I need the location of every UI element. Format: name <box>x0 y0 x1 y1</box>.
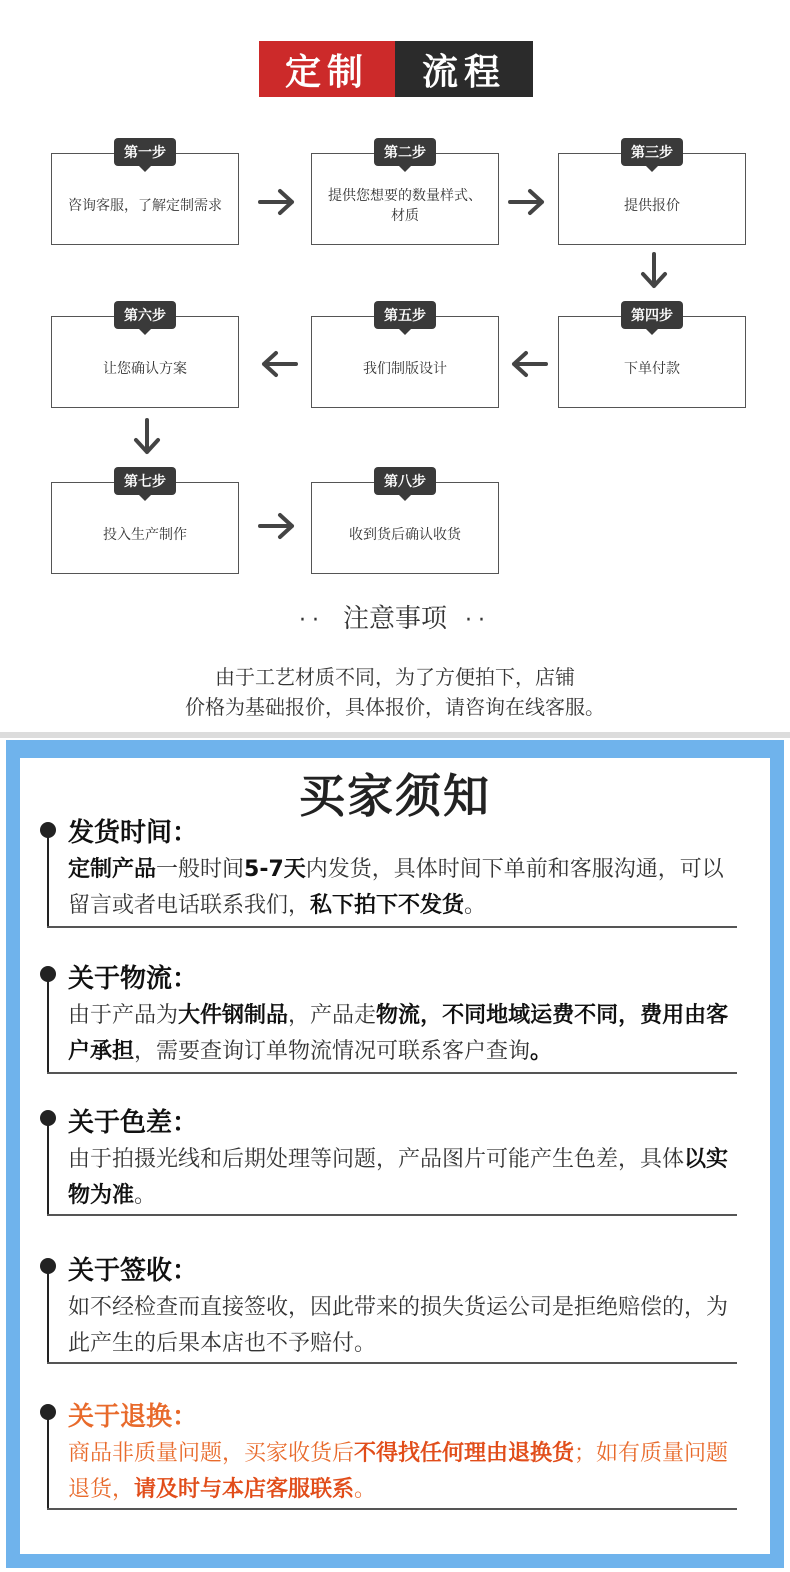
notice-title: 注意事项 <box>342 604 447 634</box>
section-heading: 关于色差： <box>68 1108 199 1138</box>
section-line <box>47 1266 49 1364</box>
step-badge: 第一步 <box>114 138 176 166</box>
step-badge: 第八步 <box>374 467 436 495</box>
arrow-left-icon <box>510 350 548 378</box>
step-text: 收到货后确认收货 <box>349 527 461 543</box>
section-text: 由于拍摄光线和后期处理等问题，产品图片可能产生色差，具体以实物为准。 <box>68 1147 729 1208</box>
dots-left: ·· <box>298 608 325 633</box>
step-3-box <box>558 145 746 245</box>
banner-right: 流程 <box>395 41 533 97</box>
notice-line: 价格为基础报价，具体报价，请咨询在线客服。 <box>185 695 605 719</box>
section-text: 商品非质量问题，买家收货后不得找任何理由退换货；如有质量问题退货，请及时与本店客服联系。 <box>68 1441 729 1502</box>
step-badge: 第五步 <box>374 301 436 329</box>
step-6-box <box>51 308 239 408</box>
step-text: 投入生产制作 <box>103 527 187 543</box>
step-1-box <box>51 145 239 245</box>
step-badge: 第二步 <box>374 138 436 166</box>
arrow-down-icon <box>133 418 161 456</box>
process-title-banner <box>259 41 533 97</box>
step-badge: 第四步 <box>621 301 683 329</box>
notice-text <box>0 662 790 722</box>
step-5-box <box>311 308 499 408</box>
step-badge: 第六步 <box>114 301 176 329</box>
step-text: 下单付款 <box>624 361 680 377</box>
section-heading: 关于签收： <box>68 1256 199 1286</box>
step-text: 让您确认方案 <box>103 361 187 377</box>
step-text: 提供报价 <box>624 198 680 214</box>
section-text: 定制产品一般时间5-7天内发货，具体时间下单前和客服沟通，可以留言或者电话联系我们，私下拍下不发货。 <box>68 857 724 918</box>
step-8-box <box>311 474 499 574</box>
section-text: 如不经检查而直接签收，因此带来的损失货运公司是拒绝赔偿的，为此产生的后果本店也不予赔付。 <box>68 1295 729 1356</box>
arrow-right-icon <box>258 512 296 540</box>
dots-right: ·· <box>465 608 491 633</box>
section-underline <box>47 1214 737 1216</box>
step-text: 提供您想要的数量样式、材质 <box>328 188 482 224</box>
arrow-left-icon <box>260 350 298 378</box>
step-7-box <box>51 474 239 574</box>
section-heading: 关于物流： <box>68 964 199 994</box>
section-text: 由于产品为大件钢制品，产品走物流，不同地域运费不同，费用由客户承担，需要查询订单物流情况可联系客户查询。 <box>68 1003 729 1064</box>
notice-heading <box>0 598 790 635</box>
section-underline <box>47 1508 737 1510</box>
section-line <box>47 974 49 1074</box>
section-line <box>47 1412 49 1510</box>
arrow-down-icon <box>640 252 668 290</box>
step-badge: 第七步 <box>114 467 176 495</box>
step-text: 我们制版设计 <box>363 361 447 377</box>
section-underline <box>47 926 737 928</box>
section-line <box>47 830 49 926</box>
section-line <box>47 1118 49 1216</box>
section-heading: 关于退换： <box>68 1402 199 1432</box>
section-underline <box>47 1362 737 1364</box>
divider <box>0 732 790 738</box>
step-4-box <box>558 308 746 408</box>
banner-left: 定制 <box>259 41 395 97</box>
arrow-right-icon <box>508 188 546 216</box>
section-heading: 发货时间： <box>68 818 199 848</box>
step-2-box <box>311 145 499 245</box>
section-underline <box>47 1072 737 1074</box>
arrow-right-icon <box>258 188 296 216</box>
buyer-title: 买家须知 <box>299 769 491 823</box>
notice-line: 由于工艺材质不同，为了方便拍下，店铺 <box>215 665 575 689</box>
step-badge: 第三步 <box>621 138 683 166</box>
step-text: 咨询客服，了解定制需求 <box>68 198 222 214</box>
